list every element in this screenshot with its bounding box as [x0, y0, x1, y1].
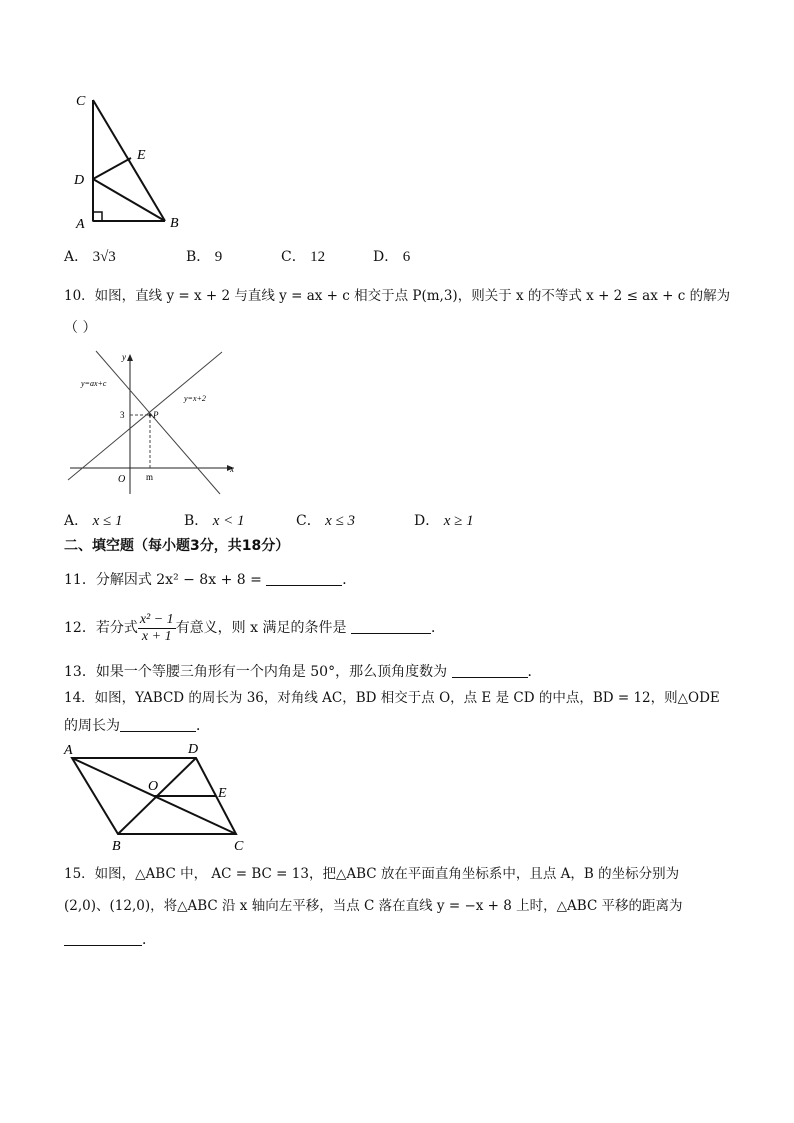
- point-p: [148, 413, 151, 416]
- q10-graph-figure: [64, 348, 240, 498]
- label-a: A: [76, 217, 85, 232]
- segment-de: [93, 158, 131, 179]
- q10-option-d-value: x ≥ 1: [443, 513, 474, 529]
- q12-line: 12．若分式 $\frac{\text{x² − 1}}{x + 1}$ 有意义，则 x 满足的条件是 ．: [64, 611, 445, 644]
- q9-option-a: A． 3√3: [64, 249, 116, 265]
- label-3: 3: [120, 410, 125, 420]
- label-m: m: [146, 472, 154, 482]
- q9-option-a-value: 3√3: [92, 249, 116, 265]
- q9-option-b: B． 9: [186, 249, 223, 265]
- label-e: E: [137, 148, 146, 163]
- q12-answer-blank[interactable]: [351, 619, 431, 634]
- q10-option-b: B． x < 1: [184, 513, 245, 529]
- q10-stem-line1: 10．如图，直线 y = x + 2 与直线 y = ax + c 相交于点 P(m,3)，则关于 x 的不等式 x + 2 ≤ ax + c 的解为: [64, 288, 731, 304]
- q10-option-a: A． x ≤ 1: [64, 513, 123, 529]
- label-line-right: y=x+2: [184, 394, 206, 403]
- label-x-axis: x: [230, 464, 234, 474]
- segment-cb: [93, 100, 165, 221]
- q13-answer-blank[interactable]: [452, 663, 528, 678]
- q10-option-c-value: x ≤ 3: [325, 513, 356, 529]
- label-b: B: [170, 216, 179, 231]
- q12-fraction: $\frac{\text{x² − 1}}{x + 1}$: [139, 611, 174, 644]
- label-a: A: [64, 743, 73, 758]
- q11-answer-blank[interactable]: [266, 571, 342, 586]
- label-p: P: [153, 410, 159, 420]
- label-c: C: [76, 94, 86, 109]
- q9-option-c: C． 12: [281, 249, 326, 265]
- q15-stem-line3: ．: [64, 930, 156, 950]
- q10-stem-line2: （ ）: [64, 320, 97, 336]
- q14-stem-line1: 14．如图，YABCD 的周长为 36，对角线 AC，BD 相交于点 O，点 E 是 CD 的中点，BD = 12，则△ODE: [64, 690, 720, 706]
- q9-option-d-value: 6: [402, 249, 411, 265]
- q9-option-b-value: 9: [214, 249, 223, 265]
- q15-answer-blank[interactable]: [64, 931, 142, 946]
- label-d: D: [74, 173, 85, 188]
- q9-option-d: D． 6: [373, 249, 411, 265]
- label-d: D: [188, 742, 199, 757]
- q11-line: 11．分解因式 2x² − 8x + 8 = ．: [64, 572, 357, 588]
- q10-option-c: C． x ≤ 3: [296, 513, 356, 529]
- q13-line: 13．如果一个等腰三角形有一个内角是 50°，那么顶角度数为 ．: [64, 664, 542, 680]
- q9-option-c-value: 12: [310, 249, 326, 265]
- section-fill-in-heading: 二、填空题（每小题3分，共18分）: [64, 538, 290, 554]
- q10-option-d: D． x ≥ 1: [414, 513, 474, 529]
- q14-stem-line2: 的周长为 ．: [64, 718, 210, 734]
- line-y-x-2: [68, 352, 222, 480]
- label-e: E: [218, 786, 227, 801]
- label-b: B: [112, 839, 121, 850]
- q14-answer-blank[interactable]: [120, 717, 196, 732]
- label-o: O: [148, 779, 159, 794]
- label-y-axis: y: [122, 352, 126, 362]
- q10-option-b-value: x < 1: [212, 513, 245, 529]
- right-angle-mark: [93, 212, 102, 221]
- segment-db: [93, 179, 165, 221]
- q14-parallelogram-figure: [62, 738, 250, 850]
- q10-option-a-value: x ≤ 1: [92, 513, 123, 529]
- label-origin: O: [118, 474, 126, 485]
- q15-stem-line1: 15．如图，△ABC 中， AC = BC = 13，把△ABC 放在平面直角坐标系中，且点 A，B 的坐标分别为: [64, 866, 680, 882]
- q9-triangle-figure: [60, 88, 190, 238]
- line-y-ax-c: [96, 351, 220, 494]
- label-c: C: [234, 839, 244, 850]
- q15-stem-line2: (2,0)、(12,0)，将△ABC 沿 x 轴向左平移，当点 C 落在直线 y = −x + 8 上时，△ABC 平移的距离为: [64, 898, 683, 914]
- y-axis-arrow: [127, 354, 133, 361]
- label-line-left: y=ax+c: [81, 379, 107, 388]
